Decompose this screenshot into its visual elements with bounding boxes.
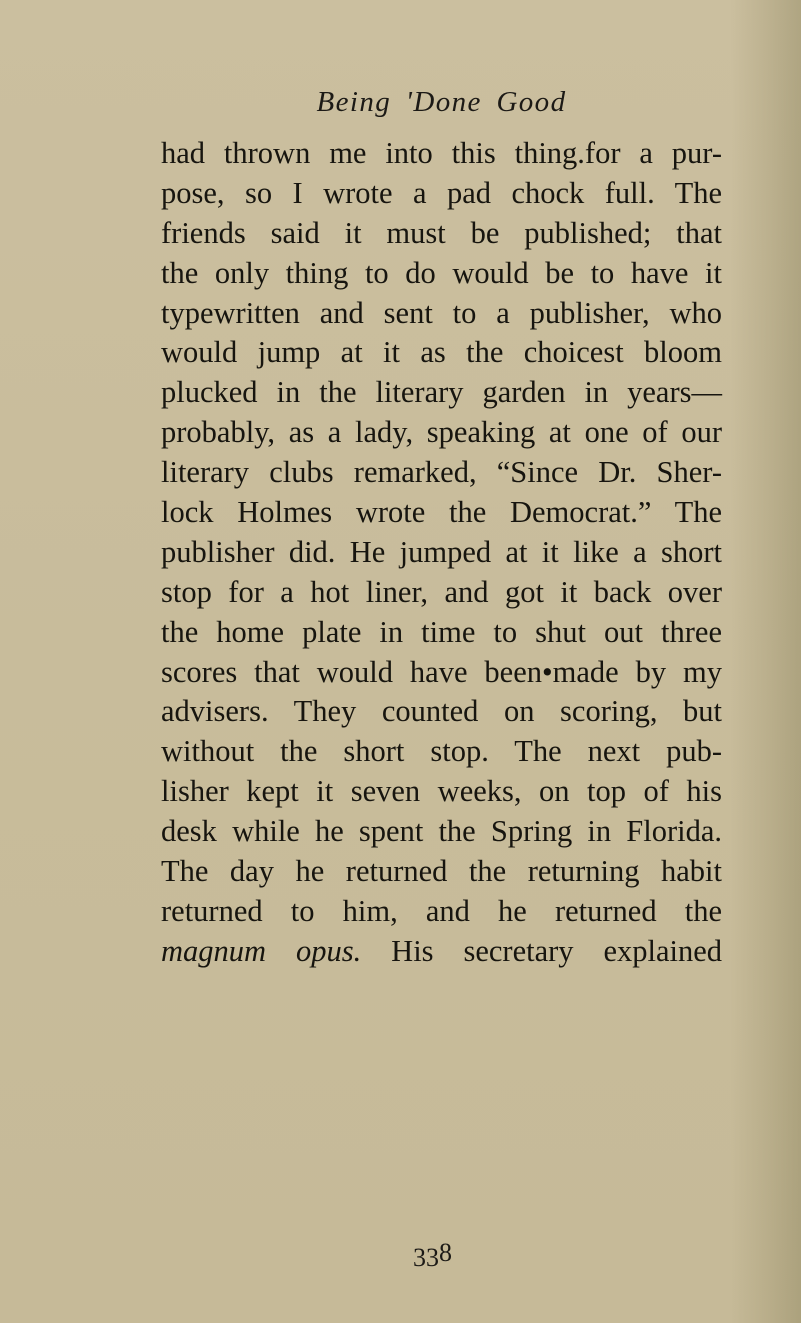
text-line-last (161, 932, 722, 972)
text-line: advisers. They counted on scoring, but (161, 694, 722, 729)
text-line: returned to him, and he returned the (161, 893, 722, 928)
line-remainder: His secretary explained (391, 933, 723, 968)
text-line: without the short stop. The next pub- (161, 734, 722, 769)
text-line: the home plate in time to shut out three (161, 614, 722, 649)
text-line: lisher kept it seven weeks, on top of his (161, 774, 722, 809)
text-line: publisher did. He jumped at it like a short (161, 534, 722, 569)
text-line: plucked in the literary garden in years— (161, 375, 722, 410)
page-number (161, 1236, 722, 1275)
text-line: desk while he spent the Spring in Florida. (161, 814, 722, 849)
text-line: typewritten and sent to a publisher, who (161, 295, 722, 330)
text-line: pose, so I wrote a pad chock full. The (161, 175, 722, 210)
page-number-base: 33 (413, 1243, 439, 1272)
body-text (161, 134, 722, 972)
text-line: the only thing to do would be to have it (161, 255, 722, 290)
text-line: stop for a hot liner, and got it back over (161, 574, 722, 609)
text-line: friends said it must be published; that (161, 215, 722, 250)
page-number-raised-digit: 8 (439, 1238, 452, 1267)
text-line: would jump at it as the choicest bloom (161, 335, 722, 370)
text-line: lock Holmes wrote the Democrat.” The (161, 495, 722, 530)
text-line: probably, as a lady, speaking at one of our (161, 415, 722, 450)
italic-phrase: magnum opus. (161, 933, 362, 968)
text-line: The day he returned the returning habit (161, 854, 722, 889)
text-line: literary clubs remarked, “Since Dr. Sher- (161, 455, 722, 490)
text-line: had thrown me into this thing.for a pur- (161, 136, 722, 170)
running-head: Being 'Done Good (316, 86, 567, 118)
text-line: scores that would have been•made by my (161, 654, 722, 689)
